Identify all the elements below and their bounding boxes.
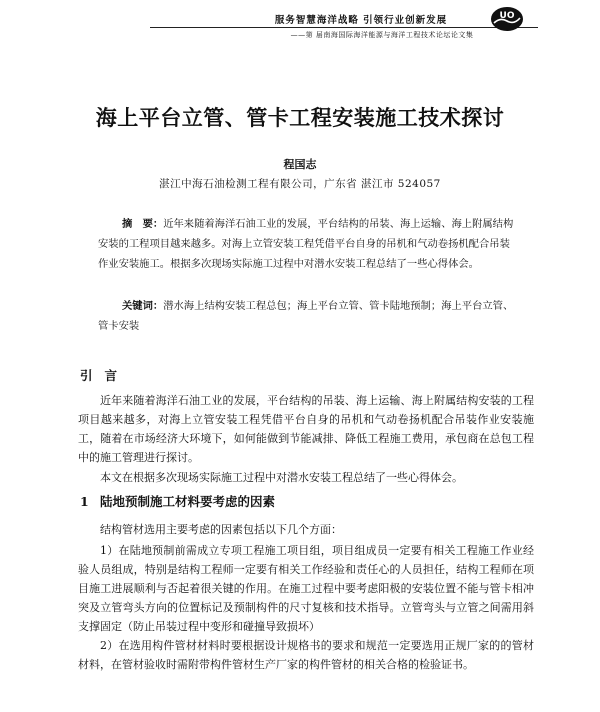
journal-header-slogan: 服务智慧海洋战略 引领行业创新发展 — [274, 15, 448, 26]
conference-logo-icon — [490, 6, 524, 32]
keywords-text: 潜水海上结构安装工程总包；海上平台立管、管卡陆地预制；海上平台立管、管卡安装 — [98, 300, 514, 332]
logo-lettering: UO — [499, 11, 515, 21]
intro-paragraph: 本文在根据多次现场实际施工过程中对潜水安装工程总结了一些心得体会。 — [100, 471, 463, 484]
journal-header-subtitle: ——第 届南海国际海洋能源与海洋工程技术论坛论文集 — [290, 31, 474, 39]
author-name: 程国志 — [283, 158, 317, 171]
intro-paragraph: 近年来随着海洋石油工业的发展，平台结构的吊装、海上运输、海上附属结构安装的工程项目越来越多，对海上立管安装工程凭借平台自身的吊机和气动卷扬机配合吊装作业安装施工，随着在市场经济大环境下，如何能做到节能减排、降低工程施工费用，承包商在总包工程中的施工管理进行探讨。 — [78, 394, 534, 464]
abstract-block — [98, 214, 514, 274]
paper-title: 海上平台立管、管卡工程安装施工技术探讨 — [95, 105, 505, 130]
author-affiliation: 湛江中海石油检测工程有限公司，广东省 湛江市 524057 — [159, 178, 441, 190]
header-divider — [150, 27, 538, 28]
body-paragraph: 1）在陆地预制前需成立专项工程施工项目组，项目组成员一定要有相关工程施工作业经验人员组成，特别是结构工程师一定要有相关工作经验和责任心的人员担任，结构工程师在项目施工进展顺利与否起着很关键的作用。在施工过程中要考虑阳极的安装位置不能与管卡相冲突及立管弯头方向的位置标记及预制构件的尺寸复核和技术指导。立管弯头与立管之间需用斜支撑固定（防止吊装过程中变形和碰撞导致损坏） — [78, 544, 534, 633]
abstract-label: 摘 要： — [122, 218, 164, 230]
keywords-label: 关键词： — [122, 300, 164, 312]
abstract-text: 近年来随着海洋石油工业的发展，平台结构的吊装、海上运输、海上附属结构安装的工程项目越来越多。对海上立管安装工程凭借平台自身的吊机和气动卷扬机配合吊装作业安装施工。根据多次现场实际施工过程中对潜水安装工程总结了一些心得体会。 — [98, 218, 514, 270]
body-paragraph: 2）在选用构件管材材料时要根据设计规格书的要求和规范一定要选用正规厂家的的管材材料，在管材验收时需附带构件管材生产厂家的构件管材的相关合格的检验证书。 — [78, 639, 534, 671]
section-heading-intro: 引言 — [80, 368, 130, 383]
section-number: 1 — [80, 494, 89, 509]
keywords-block — [98, 296, 514, 336]
section-title: 陆地预制施工材料要考虑的因素 — [100, 494, 276, 509]
body-paragraph: 结构管材选用主要考虑的因素包括以下几个方面： — [100, 523, 342, 536]
section-heading-1 — [80, 492, 275, 510]
